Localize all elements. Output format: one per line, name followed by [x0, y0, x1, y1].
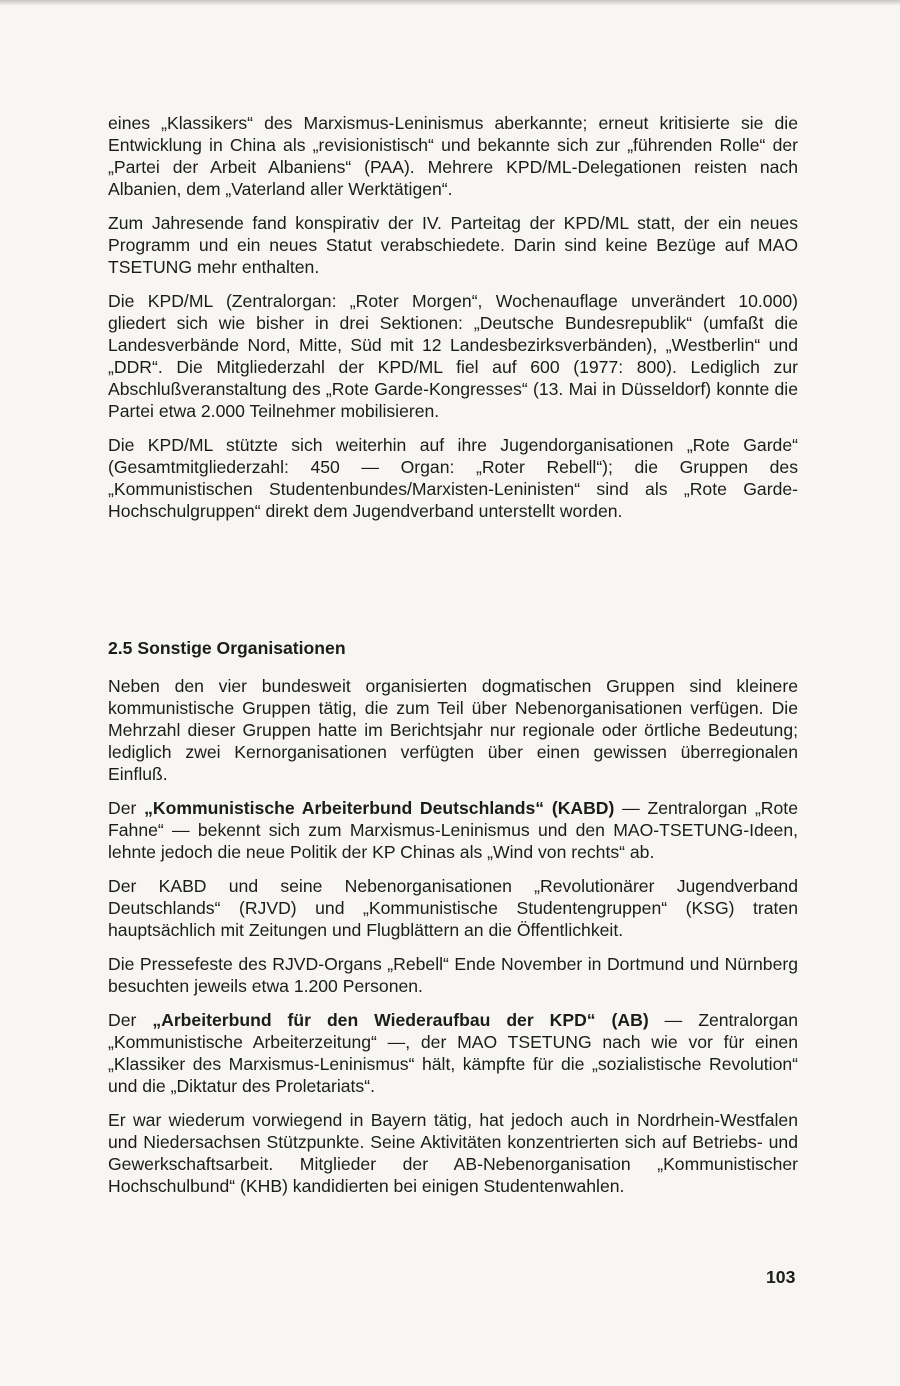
paragraph-1: eines „Klassikers“ des Marxismus-Leninismus aberkannte; erneut kritisierte sie die Entwicklung in China als „revisionistisch“ und bekannte sich zur „führenden Rolle“ der „Partei der Arbeit Albaniens“ (PAA). Mehrere KPD/ML-Delegationen reisten nach Albanien, dem „Vaterland aller Werktätigen“. [108, 113, 798, 199]
ab-name: „Arbeiterbund für den Wiederaufbau der KPD“ (AB) [152, 1010, 649, 1030]
section-paragraph-2 [108, 797, 798, 863]
section-paragraph-1: Neben den vier bundesweit organisierten dogmatischen Gruppen sind kleinere kommunistische Gruppen tätig, die zum Teil über Nebenorganisationen verfügen. Die Mehrzahl dieser Gruppen hatte im Berichtsjahr nur regionale oder örtliche Bedeutung; lediglich zwei Kernorganisationen verfügten über einen gewissen überregionalen Einfluß. [108, 676, 798, 784]
kabd-name: „Kommunistische Arbeiterbund Deutschlands“ (KABD) [144, 798, 615, 818]
section-body [108, 675, 798, 1209]
page-number: 103 [766, 1267, 796, 1287]
section-heading: 2.5 Sonstige Organisationen [108, 638, 346, 658]
section-paragraph-4: Die Pressefeste des RJVD-Organs „Rebell“ Ende November in Dortmund und Nürnberg besuchten jeweils etwa 1.200 Personen. [108, 954, 798, 996]
paragraph-2: Zum Jahresende fand konspirativ der IV. Parteitag der KPD/ML statt, der ein neues Programm und ein neues Statut verabschiedete. Darin sind keine Bezüge auf MAO TSETUNG mehr enthalten. [108, 213, 798, 277]
paragraph-3: Die KPD/ML (Zentralorgan: „Roter Morgen“, Wochenauflage unverändert 10.000) gliedert sich wie bisher in drei Sektionen: „Deutsche Bundesrepublik“ (umfaßt die Landesverbände Nord, Mitte, Süd mit 12 Landesbezirksverbänden), „Westberlin“ und „DDR“. Die Mitgliederzahl der KPD/ML fiel auf 600 (1977: 800). Lediglich zur Abschlußveranstaltung des „Rote Garde-Kongresses“ (13. Mai in Düsseldorf) konnte die Partei etwa 2.000 Teilnehmer mobilisieren. [108, 291, 798, 421]
page-top-edge [0, 0, 900, 5]
section-paragraph-2-rest: — Zentralorgan „Rote Fahne“ — bekennt sich zum Marxismus-Leninismus und den MAO-TSETUNG-Ideen, lehnte jedoch die neue Politik der KP Chinas als „Wind von rechts“ ab. [108, 798, 798, 862]
section-paragraph-5-rest: — Zentralorgan „Kommunistische Arbeiterzeitung“ —, der MAO TSETUNG nach wie vor für einen „Klassiker des Marxismus-Leninismus“ hält, kämpfte für die „sozialistische Revolution“ und die „Diktatur des Proletariats“. [108, 1010, 798, 1096]
section-paragraph-2-lead: Der [108, 798, 145, 818]
paragraph-4: Die KPD/ML stützte sich weiterhin auf ihre Jugendorganisationen „Rote Garde“ (Gesamtmitgliederzahl: 450 — Organ: „Roter Rebell“); die Gruppen des „Kommunistischen Studentenbundes/Marxisten-Leninisten“ sind als „Rote Garde-Hochschulgruppen“ direkt dem Jugendverband unterstellt worden. [108, 435, 798, 521]
section-paragraph-5 [108, 1009, 798, 1097]
section-paragraph-6: Er war wiederum vorwiegend in Bayern tätig, hat jedoch auch in Nordrhein-Westfalen und Niedersachsen Stützpunkte. Seine Aktivitäten konzentrierten sich auf Betriebs- und Gewerkschaftsarbeit. Mitglieder der AB-Nebenorganisation „Kommunistischer Hochschulbund“ (KHB) kandidierten bei einigen Studentenwahlen. [108, 1110, 798, 1196]
body-text [108, 112, 798, 522]
section-paragraph-5-lead: Der [108, 1010, 153, 1030]
section-paragraph-3: Der KABD und seine Nebenorganisationen „Revolutionärer Jugendverband Deutschlands“ (RJVD) und „Kommunistische Studentengruppen“ (KSG) traten hauptsächlich mit Zeitungen und Flugblättern an die Öffentlichkeit. [108, 876, 798, 940]
